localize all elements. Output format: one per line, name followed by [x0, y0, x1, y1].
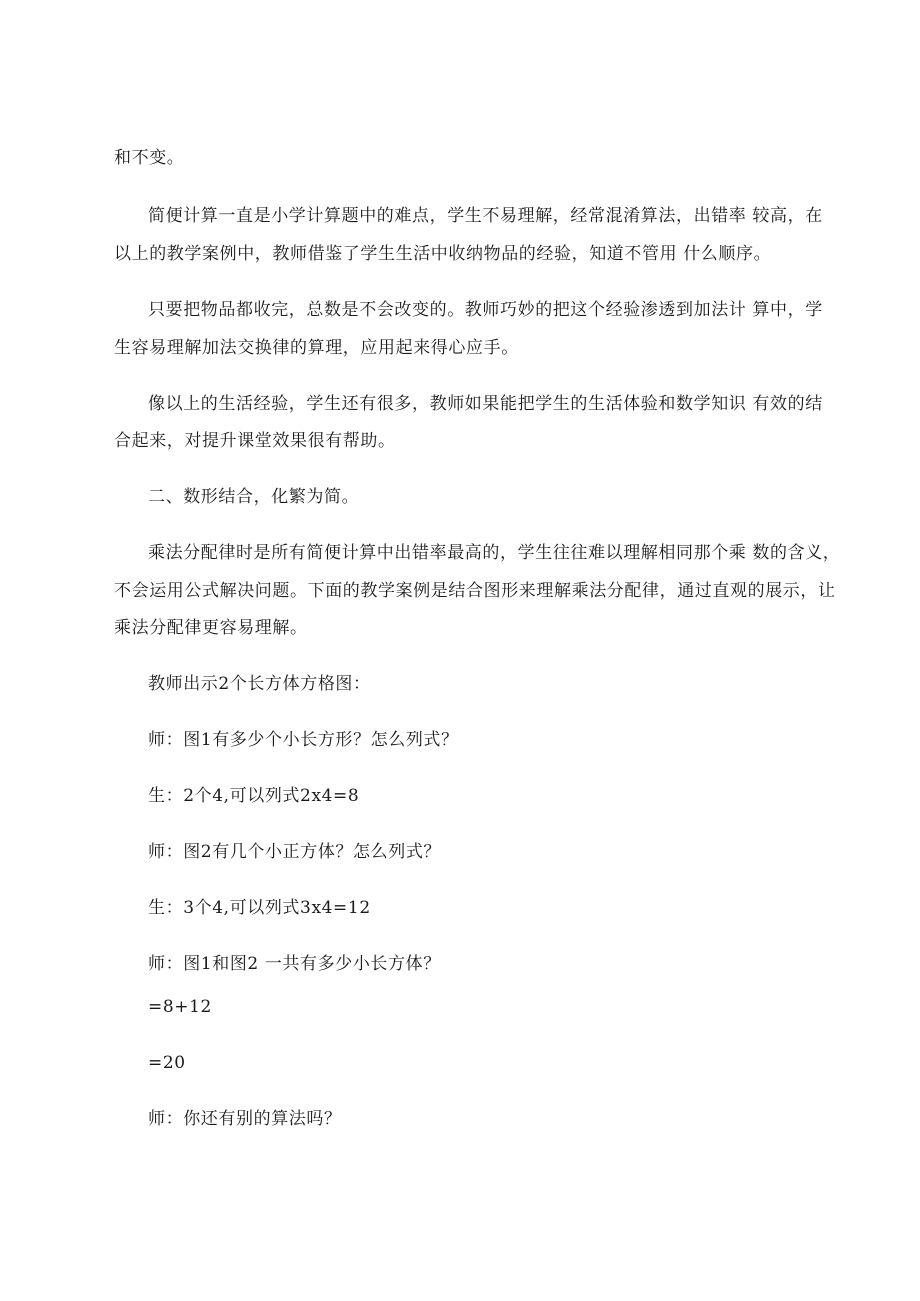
equation-line: =8+12	[148, 997, 212, 1017]
dialogue-line: 生：2个4,可以列式2x4=8	[148, 786, 360, 806]
paragraph-line: 和不变。	[114, 148, 185, 168]
paragraph-line: 教师出示2个长方体方格图：	[148, 674, 371, 694]
paragraph-line: 简便计算一直是小学计算题中的难点，学生不易理解，经常混淆算法，出错率 较高，在	[148, 206, 823, 226]
paragraph-line: 以上的教学案例中，教师借鉴了学生生活中收纳物品的经验，知道不管用 什么顺序。	[114, 244, 772, 264]
section-heading: 二、数形结合，化繁为简。	[148, 487, 360, 507]
dialogue-line: 师：图2有几个小正方体？怎么列式？	[148, 842, 442, 862]
paragraph-line: 像以上的生活经验，学生还有很多，教师如果能把学生的生活体验和数学知识 有效的结	[148, 394, 823, 414]
paragraph-line: 不会运用公式解决问题。下面的教学案例是结合图形来理解乘法分配律，通过直观的展示，让	[114, 581, 836, 601]
dialogue-line: 师：图1和图2 一共有多少小长方体？	[148, 954, 441, 974]
dialogue-line: 生：3个4,可以列式3x4=12	[148, 898, 371, 918]
paragraph-line: 乘法分配律更容易理解。	[114, 618, 308, 638]
paragraph-line: 乘法分配律时是所有简便计算中出错率最高的，学生往往难以理解相同那个乘 数的含义，	[148, 543, 841, 563]
paragraph-line: 只要把物品都收完，总数是不会改变的。教师巧妙的把这个经验渗透到加法计 算中，学	[148, 300, 823, 320]
equation-line: =20	[148, 1053, 186, 1073]
dialogue-line: 师：你还有别的算法吗？	[148, 1109, 342, 1129]
dialogue-line: 师：图1有多少个小长方形？怎么列式？	[148, 730, 459, 750]
paragraph-line: 生容易理解加法交换律的算理，应用起来得心应手。	[114, 338, 519, 358]
paragraph-line: 合起来，对提升课堂效果很有帮助。	[114, 431, 396, 451]
